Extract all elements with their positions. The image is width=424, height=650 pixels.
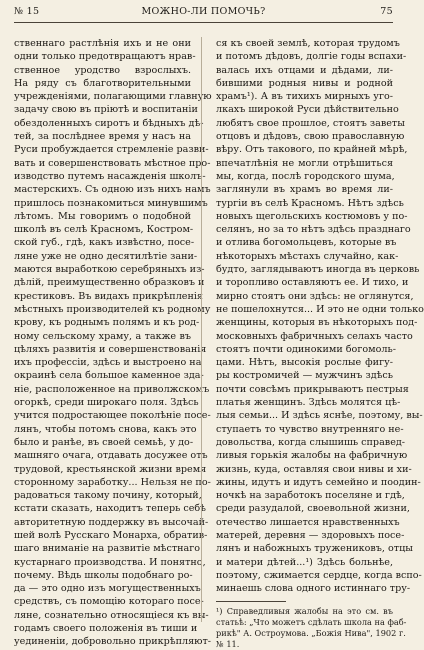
text-line: ¹) Справедливыя жалобы на это см. въ <box>216 606 393 617</box>
text-line: обездоленныхъ сиротъ и бѣдныхъ дѣ- <box>14 117 204 129</box>
right-column <box>216 37 424 650</box>
text-line: и торопливо оставляютъ ее. И тихо, и <box>216 277 409 289</box>
text-line: вать и совершенствовать мѣстное про- <box>14 157 211 169</box>
text-line: женщины, которыя въ нѣкоторыхъ под- <box>216 317 418 329</box>
text-line: крову, къ роднымъ полямъ и къ род- <box>14 317 200 329</box>
text-line: трудовой, крестьянской жизни время <box>14 463 207 475</box>
text-line: довольства, когда слышишь справед- <box>216 436 406 448</box>
footnote-separator <box>216 601 286 602</box>
text-line: будто, заглядываютъ иногда въ церковь <box>216 264 420 276</box>
text-line: и потомъ дѣдовъ, долгіе годы вспахи- <box>216 51 407 63</box>
text-line: любятъ свое прошлое, стоятъ заветы <box>216 117 405 129</box>
text-line: радоваться такому почину, который, <box>14 490 202 502</box>
text-line: средствъ, съ помощію котораго посе- <box>14 596 204 608</box>
text-line: и отлива богомольцевъ, которые въ <box>216 237 397 249</box>
text-line: ственнаго растлѣнія ихъ и не они <box>14 38 191 49</box>
text-line: нѣкоторыхъ мѣстахъ случайно, как- <box>216 250 399 262</box>
text-line: ніе, расположенное на приволжскомъ <box>14 383 210 395</box>
text-line: мастерскихъ. Съ одною изъ нихъ намъ <box>14 184 211 196</box>
page-number: 75 <box>380 6 393 17</box>
text-line: задачу свою въ пріютѣ и воспитаніи <box>14 104 198 116</box>
text-line: ляне, сознательно относящіеся къ вы- <box>14 609 209 621</box>
text-line: было и ранѣе, въ своей семьѣ, у до- <box>14 436 194 448</box>
text-line: авторитетную поддержку въ высочай- <box>14 516 209 528</box>
text-line: мирно стоятъ они здѣсь: не оглянутся, <box>216 290 414 302</box>
text-line: ступаетъ то чувство внутренняго не- <box>216 423 404 435</box>
text-line: да — это одно изъ могущественныхъ <box>14 583 201 595</box>
text-line: среди разудалой, своевольной жизни, <box>216 503 410 515</box>
text-line: платья женщинъ. Здѣсь молятся цѣ- <box>216 397 401 409</box>
text-line: бившими родныя нивы и родной <box>216 77 393 89</box>
text-line: мы, когда, послѣ городского шума, <box>216 170 395 182</box>
text-line: ственное уродство взрослыхъ. <box>14 64 191 76</box>
text-line: № 11. <box>216 639 240 650</box>
text-line: На ряду съ благотворительными <box>14 77 191 89</box>
text-line: ному сельскому храму, а также въ <box>14 330 191 342</box>
text-line: учится подростающее поколѣніе посе- <box>14 410 211 422</box>
issue-number: № 15 <box>14 6 40 17</box>
text-line: впечатлѣнія не могли отрѣшиться <box>216 157 393 169</box>
text-line: стоятъ почти одинокими богомоль- <box>216 343 396 355</box>
text-line: валась ихъ отцами и дѣдами, ли- <box>216 64 393 76</box>
column-divider <box>201 37 202 622</box>
text-line: не пошелохнутся... И это не одни только <box>216 303 424 315</box>
text-line: тей, за послѣднее время у насъ на <box>14 131 191 143</box>
text-line: ской губ., гдѣ, какъ извѣстно, посе- <box>14 237 195 249</box>
text-line: цами. Нѣтъ, высокія рослые фигу- <box>216 357 393 369</box>
text-line: школѣ въ селѣ Красномъ, Костром- <box>14 224 194 236</box>
text-line: ихъ профессіи, здѣсь и выстроено на <box>14 357 202 369</box>
text-line: машняго очага, отдавать досужее отъ <box>14 450 208 462</box>
text-line: учрежденіями, полагающими главную <box>14 91 212 103</box>
text-line: лянъ и набожныхъ тружениковъ, отцы <box>216 543 413 555</box>
text-line: одни только предотвращаютъ нрав- <box>14 51 196 63</box>
text-line: заглянули въ храмъ во время ли- <box>216 184 393 196</box>
text-line: почти совсѣмъ прикрываютъ пестрыя <box>216 383 409 395</box>
text-line: храмъ¹). А въ тихихъ мирныхъ уго- <box>216 91 393 103</box>
text-line: матерей, деревня — здоровыхъ посе- <box>216 529 405 541</box>
running-header <box>14 6 393 20</box>
text-line: лянъ, чтобы потомъ снова, какъ это <box>14 423 197 435</box>
text-line: жины, идутъ и идутъ семейно и поодин- <box>216 476 421 488</box>
text-line: изводство путемъ насажденія школъ- <box>14 170 206 182</box>
text-line: шей волѣ Русскаго Монарха, обратив- <box>14 529 208 541</box>
text-line: новыхъ щегольскихъ костюмовъ у по- <box>216 210 408 222</box>
text-line: кустарнаго производства. И понятно, <box>14 556 206 568</box>
text-line: окраинѣ села большое каменное зда- <box>14 370 204 382</box>
text-line: дѣлій, преимущественно образковъ и <box>14 277 205 289</box>
text-line: пришлось познакомиться минувшимъ <box>14 197 208 209</box>
text-line: ры костромичей — мужчинъ здѣсь <box>216 370 393 382</box>
text-line: московныхъ фабричныхъ селахъ часто <box>216 330 413 342</box>
text-line: лыя семьи... И здѣсь яснѣе, поэтому, вы- <box>216 410 423 422</box>
text-line: мѣстныхъ производителей къ родному <box>14 303 211 315</box>
text-line: ночкѣ на заработокъ поселяне и гдѣ, <box>216 490 405 502</box>
footnotes <box>216 601 407 650</box>
text-line: рикѣ" А. Остроумова. „Божія Нива", 1902 г. <box>216 628 406 639</box>
text-line: кстати сказать, находитъ теперь себѣ <box>14 503 206 515</box>
text-line: тургіи въ селѣ Красномъ. Нѣтъ здѣсь <box>216 197 404 209</box>
text-line: и матери дѣтей...¹) Здѣсь больнѣе, <box>216 556 393 568</box>
text-line: вѣру. Отъ такового, по крайней мѣрѣ, <box>216 144 408 156</box>
text-line: почему. Вѣдь школы подобнаго ро- <box>14 569 193 581</box>
text-line: шаго вниманіе на развитіе мѣстнаго <box>14 543 201 555</box>
text-line: годамъ своего положенія въ тиши и <box>14 623 198 635</box>
header-rule <box>14 22 393 23</box>
running-title: МОЖНО-ЛИ ПОМОЧЬ? <box>141 6 266 17</box>
text-line: цѣляхъ развитія и совершенствованія <box>14 343 207 355</box>
text-line: ливыя горькія жалобы на фабричную <box>216 450 408 462</box>
text-line: Руси пробуждается стремленіе разви- <box>14 144 209 156</box>
text-line: отечество лишается нравственныхъ <box>216 516 400 528</box>
text-line: минаешь слова одного истиннаго тру- <box>216 583 411 595</box>
text-line: жизнь, куда, оставляя свои нивы и хи- <box>216 463 412 475</box>
text-line: лкахъ широкой Руси дѣйствительно <box>216 104 399 116</box>
text-line: лѣтомъ. Мы говоримъ о подобной <box>14 210 191 222</box>
text-line: крестиковъ. Въ видахъ прикрѣпленія <box>14 290 203 302</box>
text-line: огоркѣ, среди широкаго поля. Здѣсь <box>14 397 199 409</box>
left-column <box>14 37 212 649</box>
text-line: маются выработкою серебряныхъ из- <box>14 264 205 276</box>
footnote-text <box>216 606 407 650</box>
text-line: селянъ, но за то нѣтъ здѣсь празднаго <box>216 224 411 236</box>
text-line: ляне уже не одно десятилѣтіе зани- <box>14 250 198 262</box>
text-line: поэтому, сжимается сердце, когда вспо- <box>216 569 422 581</box>
right-column-text <box>216 37 424 595</box>
text-line: уединеніи, добровольно прикрѣпляют- <box>14 636 212 648</box>
text-line: отцовъ и дѣдовъ, свою православную <box>216 131 405 143</box>
text-line: ся къ своей землѣ, которая трудомъ <box>216 38 400 49</box>
text-line: сторонному заработку... Нельзя не по- <box>14 476 211 488</box>
text-line: статьѣ: „Что можетъ сдѣлать школа на фаб- <box>216 617 407 628</box>
